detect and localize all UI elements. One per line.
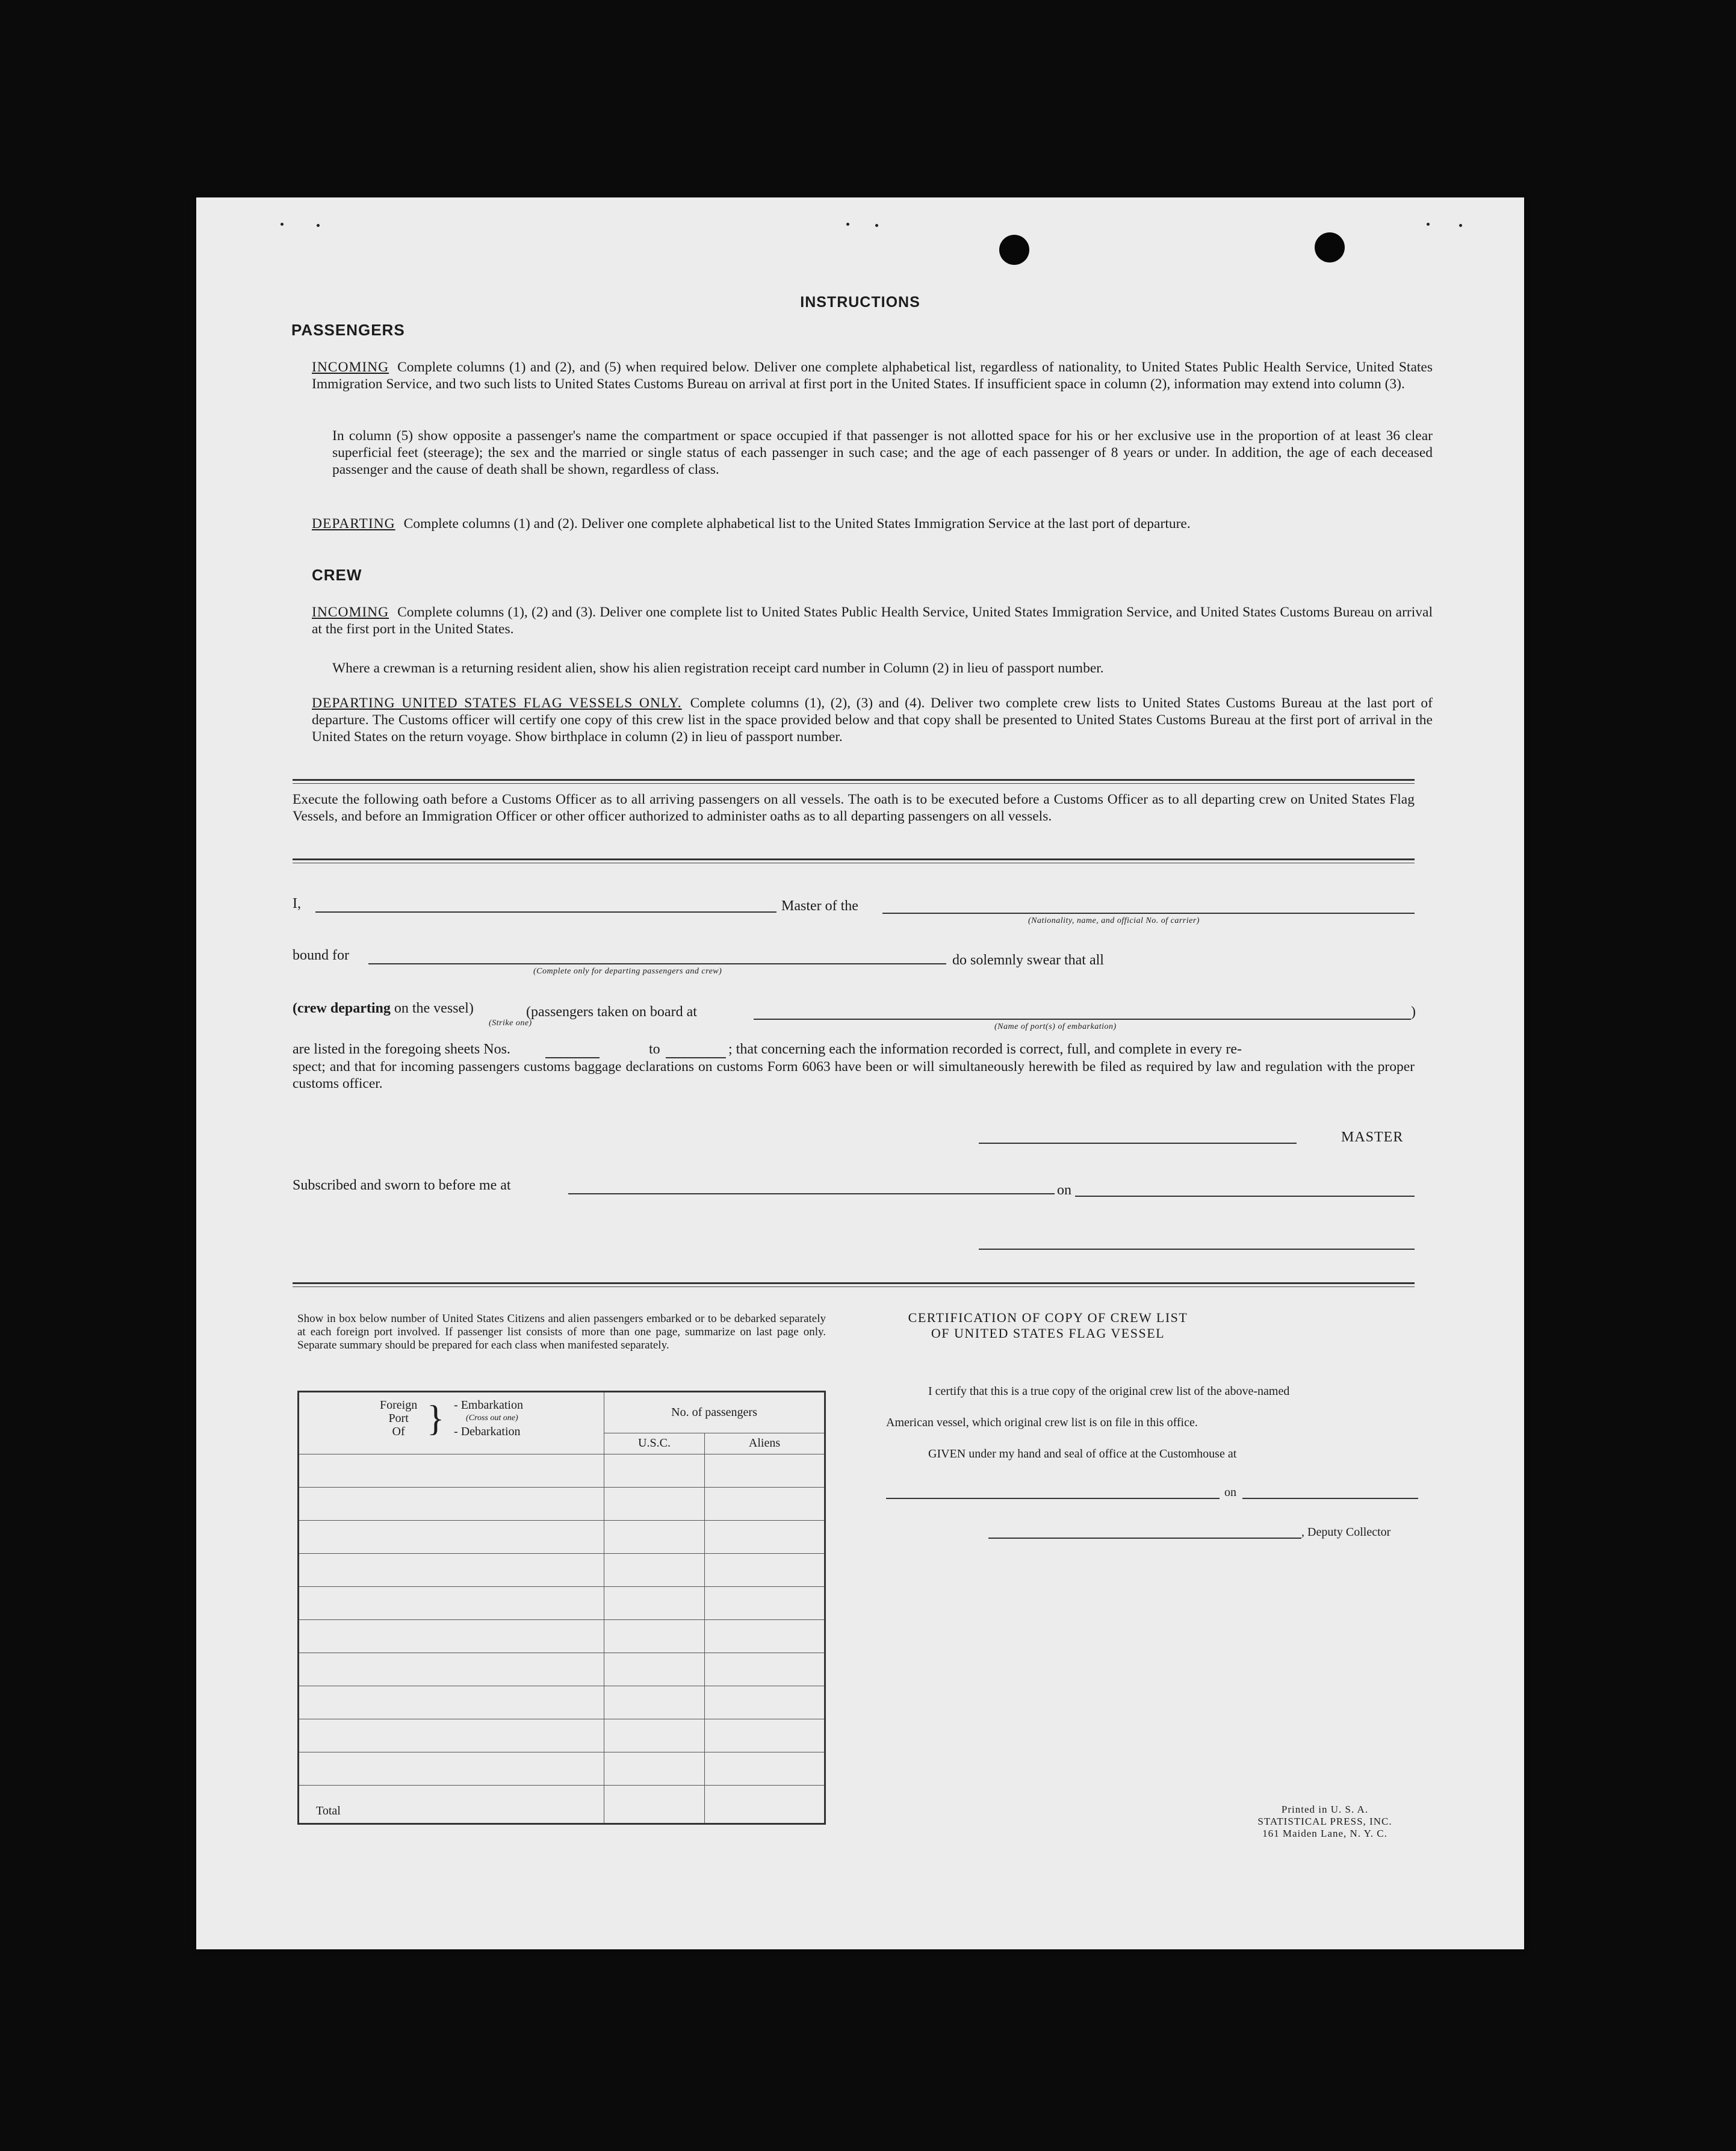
sworn-place-field[interactable] xyxy=(568,1193,1055,1194)
form-page xyxy=(196,197,1524,1949)
divider xyxy=(293,1282,1415,1287)
passengers-heading: PASSENGERS xyxy=(291,321,405,339)
printer-line3: 161 Maiden Lane, N. Y. C. xyxy=(1262,1828,1387,1839)
page-title: INSTRUCTIONS xyxy=(800,294,920,311)
table-row xyxy=(299,1686,825,1719)
table-row xyxy=(299,1620,825,1653)
port-cell[interactable] xyxy=(299,1653,604,1686)
column5-paragraph: In column (5) show opposite a passenger's name the compartment or space occupied if that passenger is not allotted space for his or her exclusive use in the proportion of at least 36 clear superficial feet (steerage); the sex and the married or single status of each passenger in such case; and the age of each passenger of 8 years or under. In addition, the age of each deceased passenger and the cause of death shall be shown, regardless of class. xyxy=(332,428,1433,477)
summary-instructions: Show in box below number of United States Citizens and alien passengers embarked or to be debarked separately at each foreign port involved. If passenger list consists of more than one page, summarize on last page only. Separate summary should be prepared for each class when manifested separately. xyxy=(297,1312,826,1352)
table-row xyxy=(299,1488,825,1521)
crew-departing-text: (crew departing xyxy=(293,1001,391,1016)
total-text: Total xyxy=(316,1804,341,1817)
bound-for-field[interactable] xyxy=(368,963,946,964)
aliens-cell[interactable] xyxy=(705,1653,825,1686)
aliens-cell[interactable] xyxy=(705,1587,825,1620)
crew-incoming-label: INCOMING xyxy=(312,604,389,620)
oath-i-label: I, xyxy=(293,896,301,911)
aliens-cell[interactable] xyxy=(705,1719,825,1752)
embarkation-port-field[interactable] xyxy=(754,1019,1411,1020)
bound-for-hint: (Complete only for departing passengers and crew) xyxy=(533,967,722,976)
sheets-text: are listed in the foregoing sheets Nos. xyxy=(293,1041,510,1057)
certification-heading-line1: CERTIFICATION OF COPY OF CREW LIST xyxy=(908,1310,1188,1325)
port-cell[interactable] xyxy=(299,1719,604,1752)
punch-hole xyxy=(1315,232,1345,262)
total-label xyxy=(299,1786,604,1824)
usc-cell[interactable] xyxy=(604,1587,705,1620)
strike-hint: (Strike one) xyxy=(489,1019,532,1028)
deputy-signature-field[interactable] xyxy=(988,1538,1301,1539)
of-label: Of xyxy=(392,1425,405,1438)
port-hint: (Name of port(s) of embarkation) xyxy=(994,1022,1117,1031)
speck xyxy=(875,224,878,227)
crew-incoming-text: Complete columns (1), (2) and (3). Deliver one complete list to United States Public Health Service, United States Immigration Service, and United States Customs Bureau on arrival at the first port in the United States. xyxy=(312,604,1433,637)
punch-hole xyxy=(999,235,1029,265)
passengers-incoming-label: INCOMING xyxy=(312,359,389,375)
table-row xyxy=(299,1653,825,1686)
port-cell[interactable] xyxy=(299,1554,604,1587)
certify-line2: American vessel, which original crew list is on file in this office. xyxy=(886,1416,1198,1429)
divider xyxy=(293,858,1415,863)
sheets-to-label: to xyxy=(649,1041,660,1057)
crew-heading: CREW xyxy=(312,566,362,584)
oath-instructions: Execute the following oath before a Customs Officer as to all arriving passengers on all vessels. The oath is to be executed before a Customs Officer as to all departing crew on United States Flag Vessels, and before an Immigration Officer or other officer authorized to administer oaths as to all departing passengers on all vessels. xyxy=(293,792,1415,824)
no-of-passengers-header: No. of passengers xyxy=(604,1392,825,1433)
table-header-row xyxy=(299,1392,825,1433)
aliens-cell[interactable] xyxy=(705,1521,825,1554)
divider xyxy=(293,779,1415,784)
usc-cell[interactable] xyxy=(604,1620,705,1653)
port-cell[interactable] xyxy=(299,1454,604,1488)
table-row xyxy=(299,1752,825,1786)
certify-line1: I certify that this is a true copy of the original crew list of the above-named xyxy=(928,1385,1290,1398)
printer-imprint xyxy=(1226,1804,1424,1840)
table-row xyxy=(299,1587,825,1620)
master-name-field[interactable] xyxy=(315,911,777,913)
aliens-header: Aliens xyxy=(705,1433,825,1454)
port-cell[interactable] xyxy=(299,1521,604,1554)
passengers-departing-label: DEPARTING xyxy=(312,516,395,532)
usc-cell[interactable] xyxy=(604,1454,705,1488)
passengers-departing-text: Complete columns (1) and (2). Deliver one complete alphabetical list to the United States Immigration Service at the last port of departure. xyxy=(403,516,1191,532)
speck xyxy=(1427,223,1430,226)
crew-incoming-paragraph xyxy=(312,604,1433,638)
port-cell[interactable] xyxy=(299,1752,604,1786)
given-text: GIVEN under my hand and seal of office at the Customhouse at xyxy=(928,1447,1237,1460)
aliens-cell[interactable] xyxy=(705,1554,825,1587)
speck xyxy=(317,224,320,227)
certification-heading xyxy=(888,1310,1207,1341)
aliens-cell[interactable] xyxy=(705,1488,825,1521)
foreign-label: Foreign xyxy=(380,1398,418,1412)
table-row xyxy=(299,1454,825,1488)
usc-cell[interactable] xyxy=(604,1488,705,1521)
master-signature-field[interactable] xyxy=(979,1143,1297,1144)
customhouse-field[interactable] xyxy=(886,1498,1220,1499)
table-row xyxy=(299,1521,825,1554)
total-row xyxy=(299,1786,825,1824)
usc-cell[interactable] xyxy=(604,1686,705,1719)
carrier-field[interactable] xyxy=(882,913,1415,914)
crew-resident-paragraph: Where a crewman is a returning resident alien, show his alien registration receipt card number in Column (2) in lieu of passport number. xyxy=(332,660,1104,676)
passengers-incoming-paragraph xyxy=(312,359,1433,393)
oath-continuation: spect; and that for incoming passengers customs baggage declarations on customs Form 6063 have been or will simultaneously herewith be filed as required by law and regulation with the proper customs officer. xyxy=(293,1059,1415,1091)
swear-text: do solemnly swear that all xyxy=(952,952,1104,968)
crew-departing-option xyxy=(293,1001,474,1017)
printer-line2: STATISTICAL PRESS, INC. xyxy=(1257,1816,1392,1827)
aliens-cell[interactable] xyxy=(705,1686,825,1719)
aliens-total-cell[interactable] xyxy=(705,1786,825,1824)
foreign-port-header xyxy=(299,1392,604,1454)
brace-icon: } xyxy=(427,1398,445,1438)
port-cell[interactable] xyxy=(299,1587,604,1620)
cert-date-field[interactable] xyxy=(1242,1498,1418,1499)
sworn-date-field[interactable] xyxy=(1075,1196,1415,1197)
passengers-incoming-text: Complete columns (1) and (2), and (5) when required below. Deliver one complete alphabetical list, regardless of nationality, to United States Public Health Service, United States Immigration Service, and two such lists to United States Customs Bureau on arrival at first port in the United States. If insufficient space in column (2), information may extend into column (3). xyxy=(312,359,1433,392)
usc-cell[interactable] xyxy=(604,1653,705,1686)
certification-heading-line2: OF UNITED STATES FLAG VESSEL xyxy=(931,1326,1165,1341)
aliens-cell[interactable] xyxy=(705,1620,825,1653)
aliens-cell[interactable] xyxy=(705,1752,825,1786)
usc-cell[interactable] xyxy=(604,1719,705,1752)
sworn-on-label: on xyxy=(1057,1182,1071,1198)
port-label: Port xyxy=(388,1412,409,1425)
printer-line1: Printed in U. S. A. xyxy=(1281,1804,1369,1815)
debarkation-option: - Debarkation xyxy=(454,1425,521,1438)
subscribed-label: Subscribed and sworn to before me at xyxy=(293,1178,511,1193)
usc-header: U.S.C. xyxy=(604,1433,705,1454)
on-vessel-text: on the vessel) xyxy=(394,1001,474,1016)
carrier-hint: (Nationality, name, and official No. of carrier) xyxy=(1028,916,1200,925)
passengers-taken-text: (passengers taken on board at xyxy=(526,1004,697,1020)
master-of-label: Master of the xyxy=(781,898,858,914)
table-row xyxy=(299,1719,825,1752)
port-cell[interactable] xyxy=(299,1686,604,1719)
speck xyxy=(1459,224,1462,227)
close-paren: ) xyxy=(1411,1004,1416,1020)
speck xyxy=(281,223,284,226)
port-cell[interactable] xyxy=(299,1620,604,1653)
aliens-cell[interactable] xyxy=(705,1454,825,1488)
passengers-departing-paragraph xyxy=(312,515,1433,532)
sheets-text-2: ; that concerning each the information recorded is correct, full, and complete in every re- xyxy=(728,1041,1242,1057)
passenger-summary-table xyxy=(297,1391,826,1825)
crew-departing-text: Complete columns (1), (2), (3) and (4). Deliver two complete crew lists to United States Customs Bureau at the last port of departure. The Customs officer will certify one copy of this crew list in the space provided below and that copy shall be presented to United States Customs Bureau at the first port of arrival in the United States on the return voyage. Show birthplace in column (2) in lieu of passport number. xyxy=(312,695,1433,745)
bound-for-label: bound for xyxy=(293,948,349,963)
cross-out-hint: (Cross out one) xyxy=(466,1414,518,1423)
usc-cell[interactable] xyxy=(604,1752,705,1786)
officer-signature-field[interactable] xyxy=(979,1249,1415,1250)
port-cell[interactable] xyxy=(299,1488,604,1521)
crew-departing-label: DEPARTING UNITED STATES FLAG VESSELS ONLY. xyxy=(312,695,682,711)
usc-cell[interactable] xyxy=(604,1554,705,1587)
cert-on-label: on xyxy=(1224,1486,1236,1499)
table-row xyxy=(299,1554,825,1587)
usc-total-cell[interactable] xyxy=(604,1786,705,1824)
crew-departing-paragraph xyxy=(312,695,1433,745)
deputy-collector-label: , Deputy Collector xyxy=(1301,1526,1391,1539)
speck xyxy=(846,223,849,226)
master-label: MASTER xyxy=(1341,1129,1404,1145)
usc-cell[interactable] xyxy=(604,1521,705,1554)
embarkation-option: - Embarkation xyxy=(454,1398,523,1412)
